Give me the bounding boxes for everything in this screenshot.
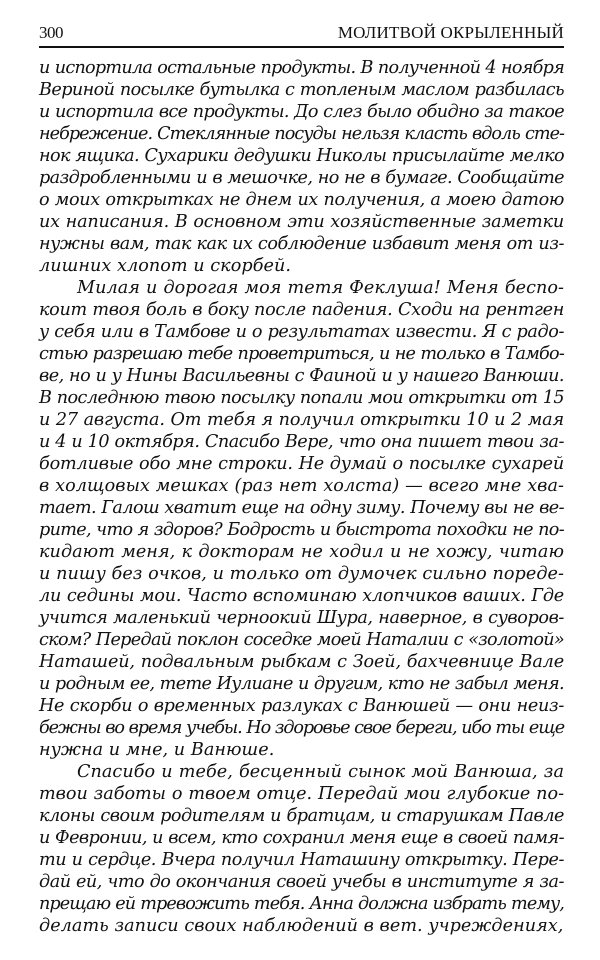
paragraph-line: ве, но и у Нины Васильевны с Фаиной и у нашего Ванюши. [39, 366, 564, 386]
paragraph-first-line: Спасибо и тебе, бесценный сынок мой Ванюша, за [77, 762, 564, 782]
paragraph-line: учится маленький черноокий Шура, наверное, в суворов- [39, 608, 564, 628]
paragraph-line: дай ей, что до окончания своей учебы в институте я за- [39, 872, 564, 892]
paragraph-line: клоны своим родителям и братцам, и старушкам Павле [39, 806, 564, 826]
paragraph-line: и пишу без очков, и только от думочек сильно пореде- [39, 564, 564, 584]
paragraph-line: ли седины мои. Часто вспоминаю хлопчиков ваших. Где [39, 586, 564, 606]
paragraph-line: у себя или в Тамбове и о результатах извести. Я с радо- [39, 322, 564, 342]
paragraph-line: нужны вам, так как их соблюдение избавит меня от из- [39, 234, 564, 254]
paragraph-line: коит твоя боль в боку после падения. Сходи на рентген [39, 300, 564, 320]
running-title: МОЛИТВОЙ ОКРЫЛЕННЫЙ [337, 23, 564, 42]
paragraph-line: кидают меня, к докторам не ходил и не хожу, читаю [39, 542, 564, 562]
paragraph-line: и Февронии, и всем, кто сохранил меня еще в своей памя- [39, 828, 564, 848]
paragraph-line: небрежение. Стеклянные посуды нельзя класть вдоль сте- [39, 124, 564, 144]
paragraph-first-line: и испортила остальные продукты. В полученной 4 ноября [39, 58, 564, 78]
paragraph-line: и 27 августа. От тебя я получил открытки 10 и 2 мая [39, 410, 564, 430]
header-rule [39, 46, 564, 48]
paragraph-line: ском? Передай поклон соседке моей Наталии с «золотой» [39, 630, 564, 650]
paragraph-line: лишних хлопот и скорбей. [39, 256, 291, 276]
paragraph-line: раздробленными и в мешочке, но не в бумаге. Сообщайте [39, 168, 564, 188]
paragraph-line: Наташей, подвальным рыбкам с Зоей, бахчевнице Вале [39, 652, 564, 672]
paragraph-line: В последнюю твою посылку попали мои открытки от 15 [39, 388, 564, 408]
paragraph-line: бежны во время учебы. Но здоровье свое береги, ибо ты еще [39, 718, 564, 738]
paragraph-line: Не скорби о временных разлуках с Ванюшей — они неиз- [39, 696, 564, 716]
paragraph-line: и родным ее, тете Иулиане и другим, кто не забыл меня. [39, 674, 564, 694]
paragraph-line: твои заботы о твоем отце. Передай мои глубокие по- [39, 784, 564, 804]
paragraph-line: делать записи своих наблюдений в вет. учреждениях, [39, 916, 564, 936]
paragraph-line: нужна и мне, и Ванюше. [39, 740, 275, 760]
paragraph-line: ти и сердце. Вчера получил Наташину открытку. Пере- [39, 850, 564, 870]
paragraph-line: их написания. В основном эти хозяйственные заметки [39, 212, 564, 232]
paragraph-line: ботливые обо мне строки. Не думай о посылке сухарей [39, 454, 564, 474]
paragraph-line: прещаю ей тревожить тебя. Анна должна избрать тему, [39, 894, 564, 914]
paragraph-line: стью разрешаю тебе проветриться, и не только в Тамбо- [39, 344, 564, 364]
body-text [39, 57, 564, 937]
paragraph-line: и испортила все продукты. До слез было обидно за такое [39, 102, 564, 122]
paragraph-line: рите, что я здоров? Бодрость и быстрота походки не по- [39, 520, 564, 540]
paragraph-line: нок ящика. Сухарики дедушки Николы присылайте мелко [39, 146, 564, 166]
paragraph-line: Вериной посылке бутылка с топленым маслом разбилась [39, 80, 564, 100]
page-number: 300 [39, 23, 63, 42]
paragraph-line: о моих открытках не днем их получения, а моею датою [39, 190, 564, 210]
running-head [39, 20, 564, 46]
paragraph-first-line: Милая и дорогая моя тетя Феклуша! Меня беспо- [77, 278, 564, 298]
paragraph-line: в холщовых мешках (раз нет холста) — всего мне хва- [39, 476, 564, 496]
paragraph-line: и 4 и 10 октября. Спасибо Вере, что она пишет твои за- [39, 432, 564, 452]
paragraph-line: тает. Галош хватит еще на одну зиму. Почему вы не ве- [39, 498, 564, 518]
